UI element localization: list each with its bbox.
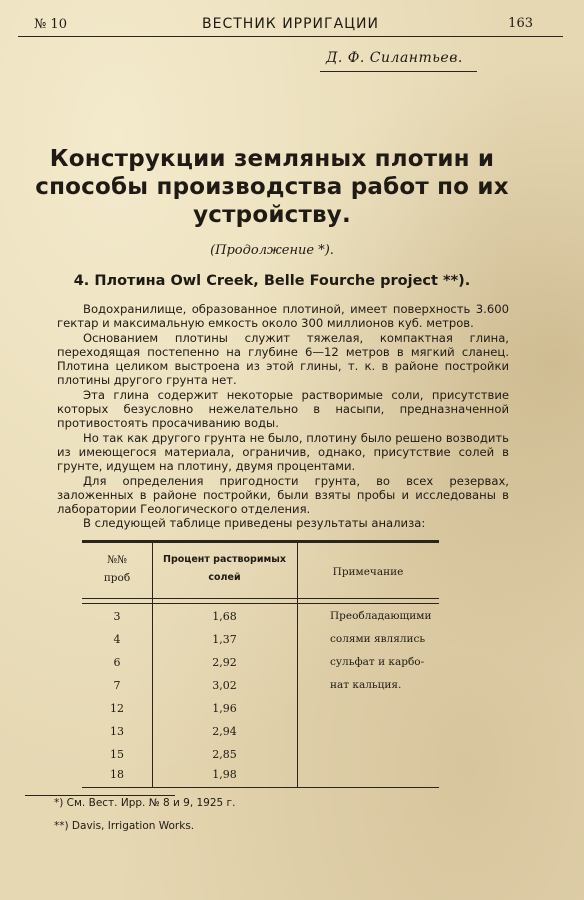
article-body [57,302,509,531]
running-header [18,14,563,37]
sample-cell: 6 [113,656,121,669]
percent-cell: 2,85 [212,748,237,761]
percent-cell: 2,92 [212,656,237,669]
sample-cell: 13 [110,725,124,738]
percent-column-header [152,551,297,587]
table-row [82,676,439,699]
paragraph: В следующей таблице приведены результаты анализа: [83,516,426,531]
paragraph: Для определения пригодности грунта, во всех резервах, заложенных в районе постройки, были взяты пробы и исследованы в лаборатории Геологического отделения. [57,473,509,517]
percent-cell: 3,02 [212,679,237,692]
table-row [82,722,439,745]
continued-note: (Продолжение *). [210,243,334,258]
paragraph: Основанием плотины служит тяжелая, компактная глина, переходящая постепенно на глубине 6—12 метров в мягкий сланец. Плотина целиком выстроена из этой глины, т. к. в районе постройки плотины другого грунта нет. [57,330,509,388]
paragraph: Но так как другого грунта не было, плотину было решено возводить из имеющегося материала, ограничив, однако, присутствие солей в грунте, идущем на плотину, двумя процентами. [57,430,509,474]
percent-cell: 1,37 [212,633,237,646]
header-text: Процент растворимых [163,554,286,565]
percent-cell: 1,96 [212,702,237,715]
footnote: **) Davis, Irrigation Works. [54,820,195,832]
table-row [82,607,439,630]
sample-cell: 12 [110,702,124,715]
header-rule [82,603,439,604]
paragraph: Эта глина содержит некоторые растворимые соли, присутствие которых безусловно нежелательно в насыпи, предназначенной противостоять просачиванию воды. [57,387,509,431]
article-title: Конструкции земляных плотин и способы производства работ по их устройству. [35,146,509,228]
table-row [82,765,439,788]
percent-cell: 1,98 [212,768,237,781]
page-number: 163 [508,16,533,31]
percent-cell: 1,68 [212,610,237,623]
journal-name: ВЕСТНИК ИРРИГАЦИИ [202,16,379,32]
header-text: проб [103,572,131,584]
header-text: №№ [107,554,127,566]
table-row [82,699,439,722]
author-name: Д. Ф. Силантьев. [326,50,463,66]
note-cell: нат кальция. [330,679,402,691]
percent-cell: 2,94 [212,725,237,738]
sample-cell: 7 [113,679,121,692]
table-row [82,653,439,676]
header-rule [82,598,439,599]
note-cell: сульфат и карбо- [330,656,425,668]
sample-column-header [82,551,152,587]
footnote: *) См. Вест. Ирр. № 8 и 9, 1925 г. [54,797,236,809]
note-column-header: Примечание [332,566,404,578]
author-underline [320,71,477,72]
note-cell: Преобладающими [330,610,432,622]
salt-analysis-table [82,540,439,788]
paragraph: Водохранилище, образованное плотиной, имеет поверхность 3.600 гектар и максимальную емкость около 300 миллионов куб. метров. [57,302,509,331]
footnote-rule [25,795,175,796]
sample-cell: 18 [110,768,124,781]
sample-cell: 3 [113,610,121,623]
header-text: солей [208,572,241,583]
sample-cell: 4 [113,633,121,646]
sample-cell: 15 [110,748,124,761]
section-heading: 4. Плотина Owl Creek, Belle Fourche project **). [73,273,471,289]
note-cell: солями являлись [330,633,426,645]
table-row [82,630,439,653]
issue-number: № 10 [34,17,67,32]
